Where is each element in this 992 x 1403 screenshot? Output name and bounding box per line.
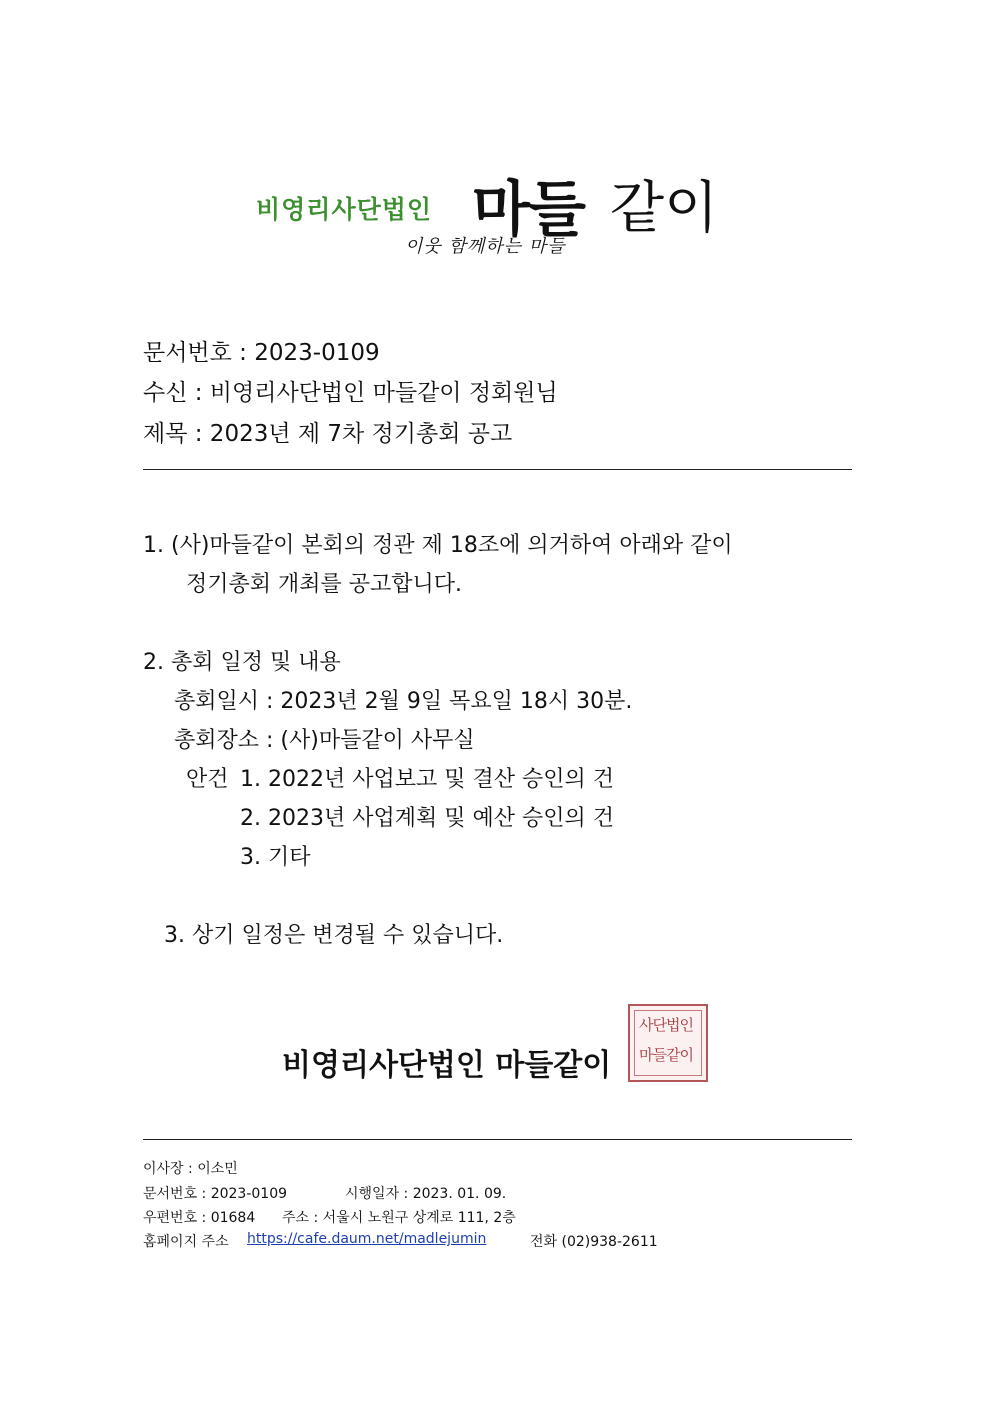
agenda-item: 3. 기타 [240,845,311,870]
divider-top [143,469,852,470]
footer-homepage-label: 홈페이지 주소 [143,1234,229,1250]
item-3-notice: 3. 상기 일정은 변경될 수 있습니다. [164,923,504,948]
recipient: 수신 : 비영리사단법인 마들같이 정회원님 [143,380,558,406]
footer-chairman: 이사장 : 이소민 [143,1161,238,1177]
meeting-datetime: 총회일시 : 2023년 2월 9일 목요일 18시 30분. [174,689,633,714]
item-2-title: 2. 총회 일정 및 내용 [143,650,341,675]
footer-postal-code: 우편번호 : 01684 [143,1210,256,1226]
logo [250,158,740,270]
footer-doc-number: 문서번호 : 2023-0109 [143,1186,288,1202]
logo-subtext: 이웃 함께하는 마들 [405,236,566,257]
signature-org-name: 비영리사단법인 마들같이 [282,1048,612,1083]
agenda-label: 안건 [186,767,229,792]
logo-name-bold: 마들 [472,175,584,245]
logo-name-light: 같이 [610,176,719,241]
item-1-line-2: 정기총회 개최를 공고합니다. [186,572,463,597]
agenda-item: 2. 2023년 사업계획 및 예산 승인의 건 [240,806,614,831]
footer-effective-date: 시행일자 : 2023. 01. 09. [345,1186,507,1202]
homepage-link[interactable]: https://cafe.daum.net/madlejumin [247,1231,487,1247]
agenda-item: 1. 2022년 사업보고 및 결산 승인의 건 [240,767,614,792]
official-seal [628,1004,708,1082]
meeting-place: 총회장소 : (사)마들같이 사무실 [174,728,475,753]
item-1-line-1: 1. (사)마들같이 본회의 정관 제 18조에 의거하여 아래와 같이 [143,533,733,558]
divider-bottom [143,1139,852,1140]
document-number: 문서번호 : 2023-0109 [143,340,380,366]
footer-address: 주소 : 서울시 노원구 상계로 111, 2층 [282,1210,516,1226]
logo-org-type: 비영리사단법인 [256,195,433,224]
subject: 제목 : 2023년 제 7차 정기총회 공고 [143,421,513,447]
footer-phone: 전화 (02)938-2611 [530,1234,658,1250]
seal-text: 사단법인 마들같이 [639,1016,693,1064]
